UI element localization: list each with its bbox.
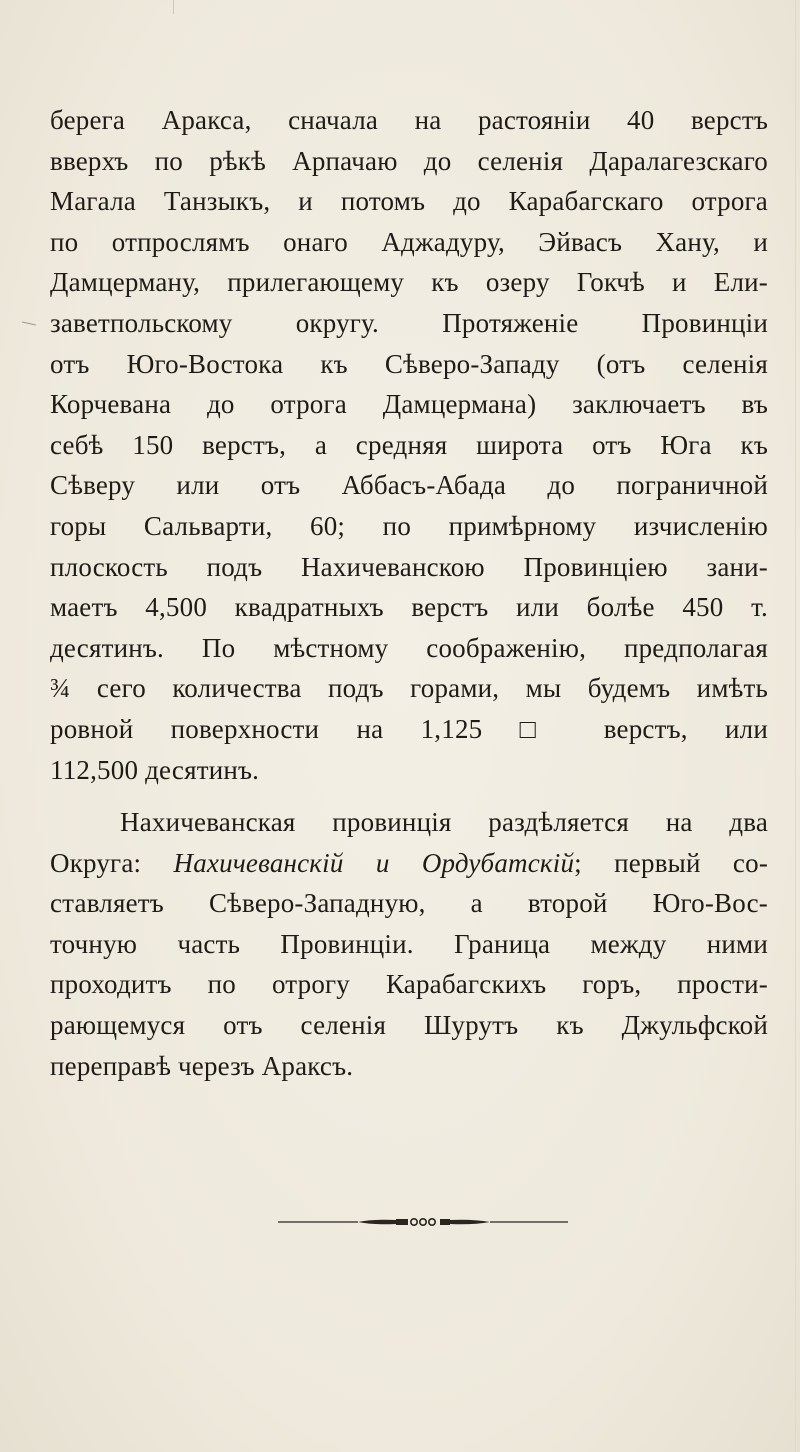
text-line: вверхъ по рѣкѣ Арпачаю до селенія Даралагезскаго bbox=[50, 145, 768, 176]
text-line-indented: Нахичеванская провинція раздѣляется на два bbox=[120, 807, 768, 837]
text-line: маетъ 4,500 квадратныхъ верстъ или болѣе 450 т. bbox=[50, 592, 768, 623]
text-segment: ; первый со- bbox=[574, 847, 769, 878]
text-line: себѣ 150 верстъ, а средняя широта отъ Юга къ bbox=[50, 429, 768, 460]
text-line: ставляетъ Сѣверо-Западную, а второй Юго-Вос- bbox=[50, 888, 768, 919]
text-line: Магала Танзыкъ, и потомъ до Карабагскаго отрога bbox=[50, 186, 768, 217]
ornament-divider bbox=[278, 1212, 568, 1232]
text-line: проходитъ по отрогу Карабагскихъ горъ, прости- bbox=[50, 969, 768, 1000]
text-line-last: переправѣ черезъ Араксъ. bbox=[50, 1050, 354, 1081]
text-line: точную часть Провинціи. Граница между ними bbox=[50, 928, 768, 959]
text-line: горы Сальварти, 60; по примѣрному изчисленію bbox=[50, 510, 768, 541]
text-line: заветпольскому округу. Протяженіе Провинціи bbox=[50, 307, 768, 338]
paragraph-1 bbox=[50, 100, 768, 790]
margin-tick-mark bbox=[22, 322, 36, 326]
text-line: Корчевана до отрога Дамцермана) заключаетъ въ bbox=[50, 389, 768, 420]
text-line: ровной поверхности на 1,125 □ верстъ, или bbox=[50, 713, 768, 744]
text-line: рающемуся отъ селенія Шурутъ къ Джульфской bbox=[50, 1009, 768, 1040]
text-line: берега Аракса, сначала на растояніи 40 верстъ bbox=[50, 105, 768, 135]
top-edge-mark bbox=[173, 0, 174, 14]
text-line: ¾ сего количества подъ горами, мы будемъ имѣть bbox=[50, 673, 768, 704]
text-line-last: 112,500 десятинъ. bbox=[50, 754, 260, 785]
text-line: плоскость подъ Нахичеванскою Провинціею зани- bbox=[50, 551, 768, 582]
text-line: отъ Юго-Востока къ Сѣверо-Западу (отъ селенія bbox=[50, 348, 768, 379]
text-segment: Округа: bbox=[50, 847, 174, 878]
paragraph-2 bbox=[50, 802, 768, 1086]
right-edge-mark bbox=[795, 0, 796, 1452]
text-line-mixed bbox=[50, 843, 768, 884]
text-line: десятинъ. По мѣстному соображенію, предполагая bbox=[50, 632, 768, 663]
text-line: Сѣверу или отъ Аббасъ-Абада до пограничной bbox=[50, 470, 768, 501]
text-line: по отпрослямъ онаго Аджадуру, Эйвасъ Хану, и bbox=[50, 226, 768, 257]
italic-district-names: Нахичеванскій и Ордубатскій bbox=[173, 847, 575, 878]
text-line: Дамцерману, прилегающему къ озеру Гокчѣ и Ели- bbox=[50, 267, 768, 298]
